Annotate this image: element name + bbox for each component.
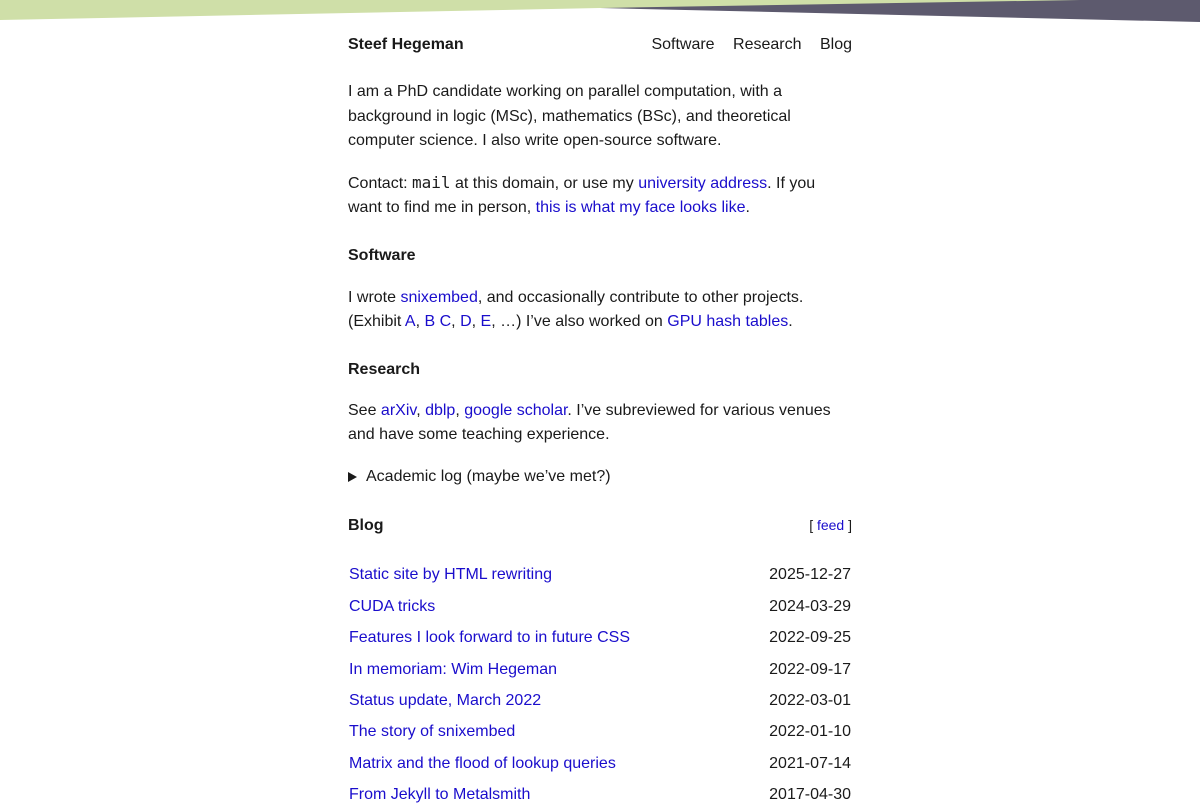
site-title-link[interactable]: Steef Hegeman	[348, 36, 464, 53]
contact-end: .	[745, 199, 750, 216]
blog-heading: Blog	[348, 517, 384, 534]
post-date: 2022-09-17	[769, 660, 851, 678]
post-title-link[interactable]: Static site by HTML rewriting	[349, 566, 553, 584]
google-scholar-link[interactable]: google scholar	[464, 401, 568, 419]
research-text-1: See	[348, 401, 381, 419]
table-row	[348, 654, 852, 685]
post-title-link[interactable]: Features I look forward to in future CSS	[349, 629, 631, 647]
disclosure-triangle-icon	[348, 472, 357, 482]
post-date: 2022-03-01	[769, 692, 851, 709]
research-separator: ,	[455, 401, 465, 419]
research-separator: ,	[416, 401, 426, 419]
post-title-link[interactable]: Matrix and the flood of lookup queries	[349, 754, 616, 772]
post-title-link[interactable]: The story of snixembed	[349, 723, 516, 741]
table-row	[348, 717, 852, 748]
post-date: 2022-09-25	[769, 629, 851, 647]
exhibit-d-link[interactable]: D	[460, 313, 472, 330]
exhibit-separator: ,	[471, 313, 481, 330]
academic-log-toggle[interactable]	[348, 465, 852, 490]
exhibit-separator: ,	[451, 313, 461, 330]
academic-log	[348, 465, 852, 490]
software-text-2: , and occasionally contribute to other projects. (Exhibit	[348, 288, 804, 330]
post-title-link[interactable]: Status update, March 2022	[349, 692, 542, 709]
post-date: 2024-03-29	[769, 597, 851, 615]
nav-software[interactable]: Software	[651, 36, 715, 53]
contact-prefix: Contact:	[348, 174, 413, 192]
software-text-1: I wrote	[348, 288, 401, 306]
table-row	[348, 748, 852, 779]
exhibit-b-link[interactable]: B	[424, 313, 436, 330]
table-row	[348, 560, 852, 591]
main-nav	[651, 33, 852, 58]
snixembed-link[interactable]: snixembed	[400, 288, 478, 306]
academic-log-label: Academic log (maybe we’ve met?)	[366, 467, 611, 485]
table-row	[348, 591, 852, 622]
software-text-3: , …) I’ve also worked on	[491, 313, 668, 330]
face-photo-link[interactable]: this is what my face looks like	[535, 199, 746, 216]
research-paragraph	[348, 399, 852, 448]
contact-mid: at this domain, or use my	[450, 174, 639, 192]
nav-research[interactable]: Research	[733, 36, 802, 53]
contact-paragraph	[348, 171, 852, 221]
contact-mail-code: mail	[412, 172, 451, 192]
header-banner	[0, 0, 1200, 24]
feed-bracket-close: ]	[844, 517, 852, 533]
research-heading: Research	[348, 360, 421, 378]
exhibit-c-link[interactable]: C	[439, 313, 452, 330]
contact-mid2: . If you want to find me in person,	[348, 174, 816, 216]
exhibit-e-link[interactable]: E	[480, 313, 492, 330]
exhibit-separator: ,	[415, 313, 425, 330]
table-row	[348, 780, 852, 811]
arxiv-link[interactable]: arXiv	[380, 401, 417, 419]
page-content	[348, 33, 852, 811]
software-paragraph	[348, 286, 852, 335]
table-row	[348, 686, 852, 717]
university-address-link[interactable]: university address	[638, 174, 768, 192]
exhibit-a-link[interactable]: A	[404, 313, 416, 330]
dblp-link[interactable]: dblp	[425, 401, 456, 419]
post-title-link[interactable]: From Jekyll to Metalsmith	[349, 786, 531, 804]
post-title-link[interactable]: CUDA tricks	[349, 597, 436, 615]
intro-paragraph: I am a PhD candidate working on parallel computation, with a background in logic (MSc), mathematics (BSc), and theoretical computer science. I also write open-source software.	[348, 83, 791, 149]
blog-post-table	[348, 560, 852, 811]
site-header	[348, 33, 852, 59]
feed-bracket-open: [	[809, 517, 817, 533]
post-date: 2021-07-14	[769, 754, 851, 772]
post-date: 2022-01-10	[769, 723, 851, 741]
research-text-2: . I’ve subreviewed for various venues and have some teaching experience.	[348, 401, 831, 443]
post-title-link[interactable]: In memoriam: Wim Hegeman	[349, 660, 558, 678]
post-date: 2017-04-30	[769, 786, 851, 804]
post-date: 2025-12-27	[769, 566, 851, 584]
nav-blog[interactable]: Blog	[819, 36, 852, 53]
feed-link[interactable]: feed	[816, 517, 845, 533]
software-text-4: .	[788, 313, 793, 330]
feed-wrapper	[809, 513, 852, 538]
table-row	[348, 623, 852, 654]
software-heading: Software	[348, 246, 416, 264]
gpu-hash-tables-link[interactable]: GPU hash tables	[667, 313, 789, 330]
blog-header	[348, 513, 852, 538]
